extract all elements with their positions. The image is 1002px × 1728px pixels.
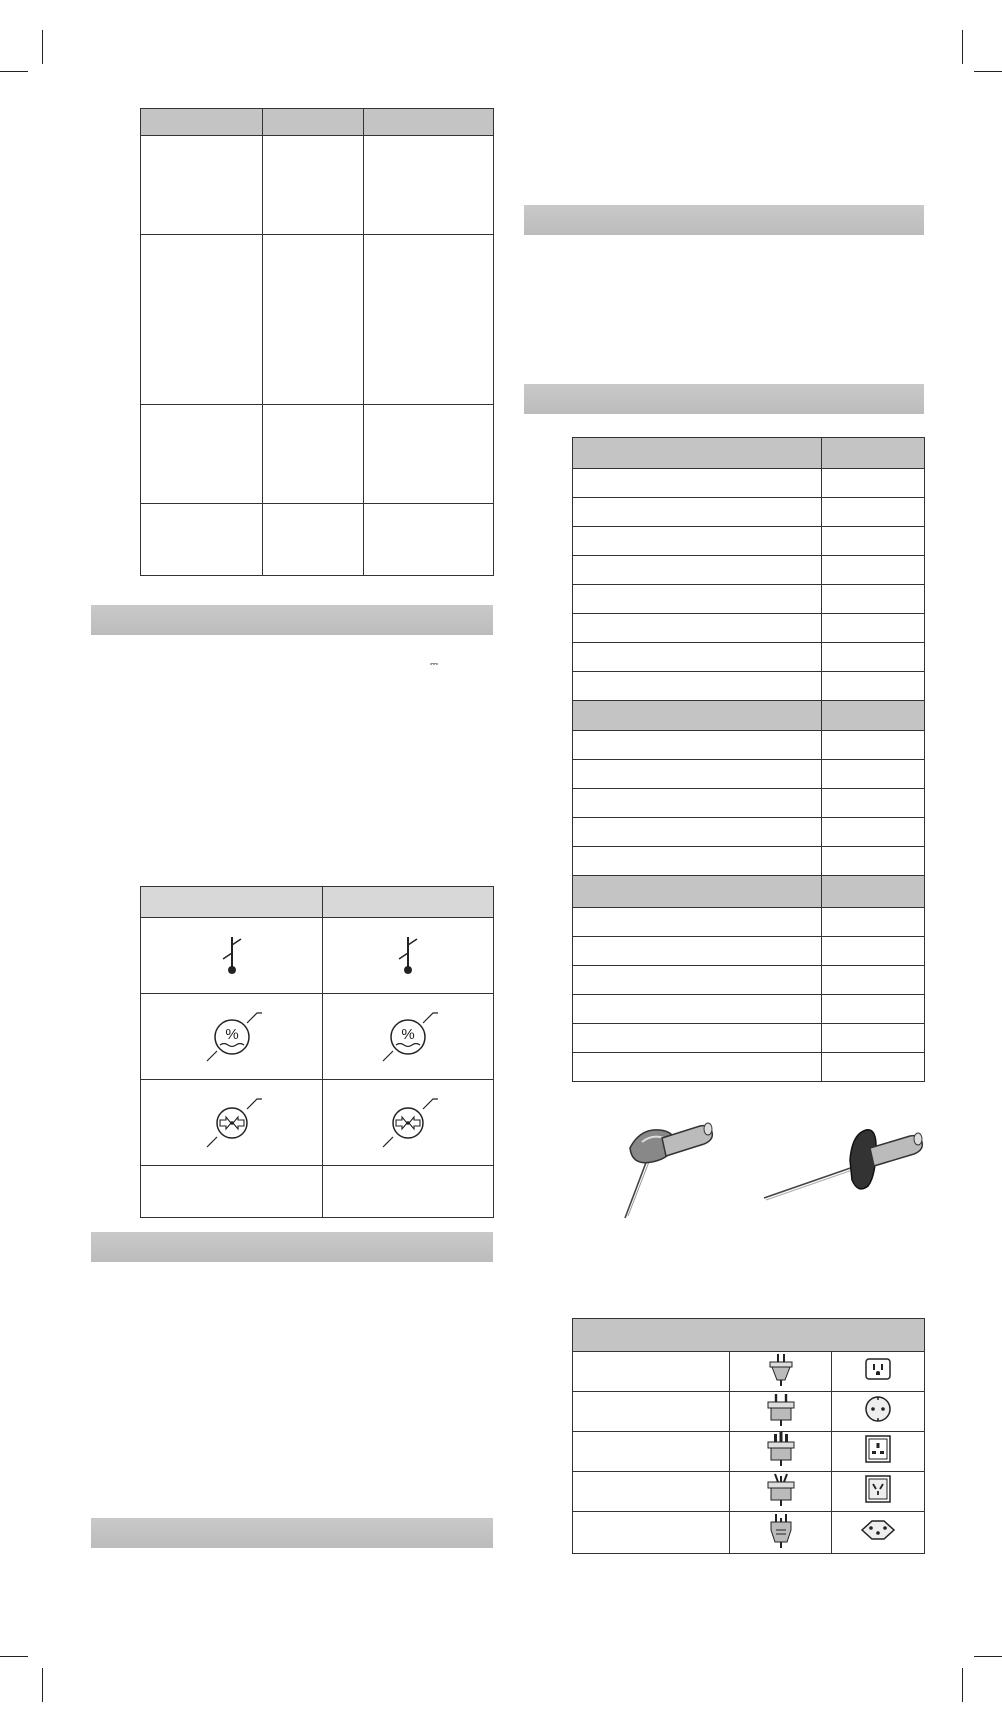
crop-mark bbox=[0, 71, 28, 72]
atmospheric-pressure-limit-icon bbox=[378, 1093, 438, 1153]
table-cell bbox=[141, 504, 263, 576]
atmospheric-pressure-limit-icon bbox=[202, 1093, 262, 1153]
long-probe-illustration bbox=[762, 1126, 924, 1206]
table-cell bbox=[832, 1352, 925, 1392]
humidity-limit-icon bbox=[378, 1007, 438, 1067]
table-subheader-cell bbox=[822, 701, 925, 731]
table-cell bbox=[573, 1432, 730, 1472]
table-cell bbox=[141, 918, 323, 994]
table-cell bbox=[364, 504, 494, 576]
table-subheader-cell bbox=[573, 876, 822, 908]
spec-table-right bbox=[572, 437, 925, 1082]
section-heading-band bbox=[91, 1232, 493, 1262]
section-heading-band bbox=[524, 384, 924, 414]
table-cell bbox=[573, 498, 822, 527]
table-cell bbox=[573, 1472, 730, 1512]
table-subheader-cell bbox=[573, 701, 822, 731]
ch-socket-icon bbox=[858, 1518, 898, 1542]
table-cell bbox=[573, 1512, 730, 1554]
au-socket-icon bbox=[864, 1474, 892, 1504]
thermometer-limit-icon bbox=[383, 931, 433, 981]
table-cell bbox=[141, 235, 263, 405]
table-cell bbox=[364, 405, 494, 504]
table-cell bbox=[364, 136, 494, 235]
table-cell bbox=[573, 527, 822, 556]
table-header-cell bbox=[263, 109, 364, 136]
table-cell bbox=[141, 1080, 323, 1166]
table-header-cell bbox=[573, 438, 822, 469]
thermometer-limit-icon bbox=[207, 931, 257, 981]
table-cell bbox=[573, 643, 822, 672]
section-heading-band bbox=[524, 205, 924, 235]
table-cell bbox=[822, 672, 925, 701]
table-cell bbox=[730, 1392, 832, 1432]
table-cell bbox=[730, 1472, 832, 1512]
table-cell bbox=[573, 789, 822, 818]
dc-symbol-icon: ⎓ bbox=[430, 659, 439, 670]
table-cell bbox=[141, 405, 263, 504]
table-cell bbox=[822, 995, 925, 1024]
table-cell bbox=[832, 1472, 925, 1512]
table-cell bbox=[323, 1080, 494, 1166]
table-cell bbox=[822, 847, 925, 876]
table-cell bbox=[822, 908, 925, 937]
eu-plug-icon bbox=[765, 1392, 797, 1426]
table-cell bbox=[832, 1512, 925, 1554]
table-cell bbox=[573, 1024, 822, 1053]
table-header-cell bbox=[822, 438, 925, 469]
crop-mark bbox=[42, 1668, 43, 1702]
table-cell bbox=[141, 136, 263, 235]
table-cell bbox=[822, 469, 925, 498]
table-cell bbox=[323, 994, 494, 1080]
crop-mark bbox=[42, 30, 43, 64]
short-probe-illustration bbox=[600, 1120, 720, 1220]
eu-socket-icon bbox=[863, 1394, 893, 1424]
section-heading-band bbox=[91, 605, 493, 635]
table-cell bbox=[141, 994, 323, 1080]
table-cell bbox=[730, 1512, 832, 1554]
section-heading-band bbox=[91, 1518, 493, 1548]
table-cell bbox=[822, 789, 925, 818]
table-cell bbox=[573, 818, 822, 847]
table-cell bbox=[822, 585, 925, 614]
table-cell bbox=[573, 937, 822, 966]
table-cell bbox=[822, 1053, 925, 1082]
table-cell bbox=[263, 235, 364, 405]
crop-mark bbox=[0, 1656, 28, 1657]
svg-text:%: % bbox=[401, 1025, 415, 1043]
table-cell bbox=[263, 504, 364, 576]
table-cell bbox=[822, 937, 925, 966]
plug-type-table bbox=[572, 1318, 925, 1554]
table-header-cell bbox=[141, 109, 263, 136]
table-cell bbox=[573, 966, 822, 995]
table-cell bbox=[832, 1392, 925, 1432]
uk-plug-icon bbox=[765, 1432, 797, 1466]
environment-symbol-table bbox=[140, 886, 494, 1218]
uk-socket-icon bbox=[864, 1434, 892, 1464]
table-cell bbox=[263, 136, 364, 235]
table-cell bbox=[323, 918, 494, 994]
table-cell bbox=[573, 585, 822, 614]
table-cell bbox=[573, 556, 822, 585]
table-cell bbox=[573, 1352, 730, 1392]
table-cell bbox=[822, 818, 925, 847]
ch-plug-icon bbox=[766, 1512, 796, 1548]
table-cell bbox=[141, 1166, 323, 1218]
humidity-limit-icon bbox=[202, 1007, 262, 1067]
table-cell bbox=[573, 760, 822, 789]
table-cell bbox=[573, 1053, 822, 1082]
table-cell bbox=[573, 908, 822, 937]
table-cell bbox=[730, 1352, 832, 1392]
table-header-cell bbox=[323, 887, 494, 918]
au-plug-icon bbox=[765, 1472, 797, 1506]
table-subheader-cell bbox=[822, 876, 925, 908]
table-cell bbox=[573, 469, 822, 498]
table-cell bbox=[364, 235, 494, 405]
table-cell bbox=[573, 731, 822, 760]
crop-mark bbox=[974, 71, 1002, 72]
table-cell bbox=[730, 1432, 832, 1472]
table-cell bbox=[822, 527, 925, 556]
table-cell bbox=[822, 760, 925, 789]
table-cell bbox=[573, 995, 822, 1024]
crop-mark bbox=[962, 1668, 963, 1702]
us-plug-icon bbox=[766, 1352, 796, 1386]
table-cell bbox=[323, 1166, 494, 1218]
table-header-cell bbox=[573, 1319, 925, 1352]
us-socket-icon bbox=[864, 1357, 892, 1381]
table-cell bbox=[822, 966, 925, 995]
table-cell bbox=[822, 731, 925, 760]
table-cell bbox=[822, 614, 925, 643]
table-cell bbox=[822, 643, 925, 672]
spec-table-top-left bbox=[140, 108, 494, 576]
crop-mark bbox=[974, 1656, 1002, 1657]
svg-text:%: % bbox=[224, 1025, 239, 1043]
table-cell bbox=[822, 1024, 925, 1053]
table-cell bbox=[573, 614, 822, 643]
table-header-cell bbox=[364, 109, 494, 136]
table-cell bbox=[263, 405, 364, 504]
table-cell bbox=[822, 556, 925, 585]
table-header-cell bbox=[141, 887, 323, 918]
table-cell bbox=[573, 1392, 730, 1432]
table-cell bbox=[573, 847, 822, 876]
table-cell bbox=[573, 672, 822, 701]
table-cell bbox=[832, 1432, 925, 1472]
crop-mark bbox=[962, 30, 963, 64]
table-cell bbox=[822, 498, 925, 527]
